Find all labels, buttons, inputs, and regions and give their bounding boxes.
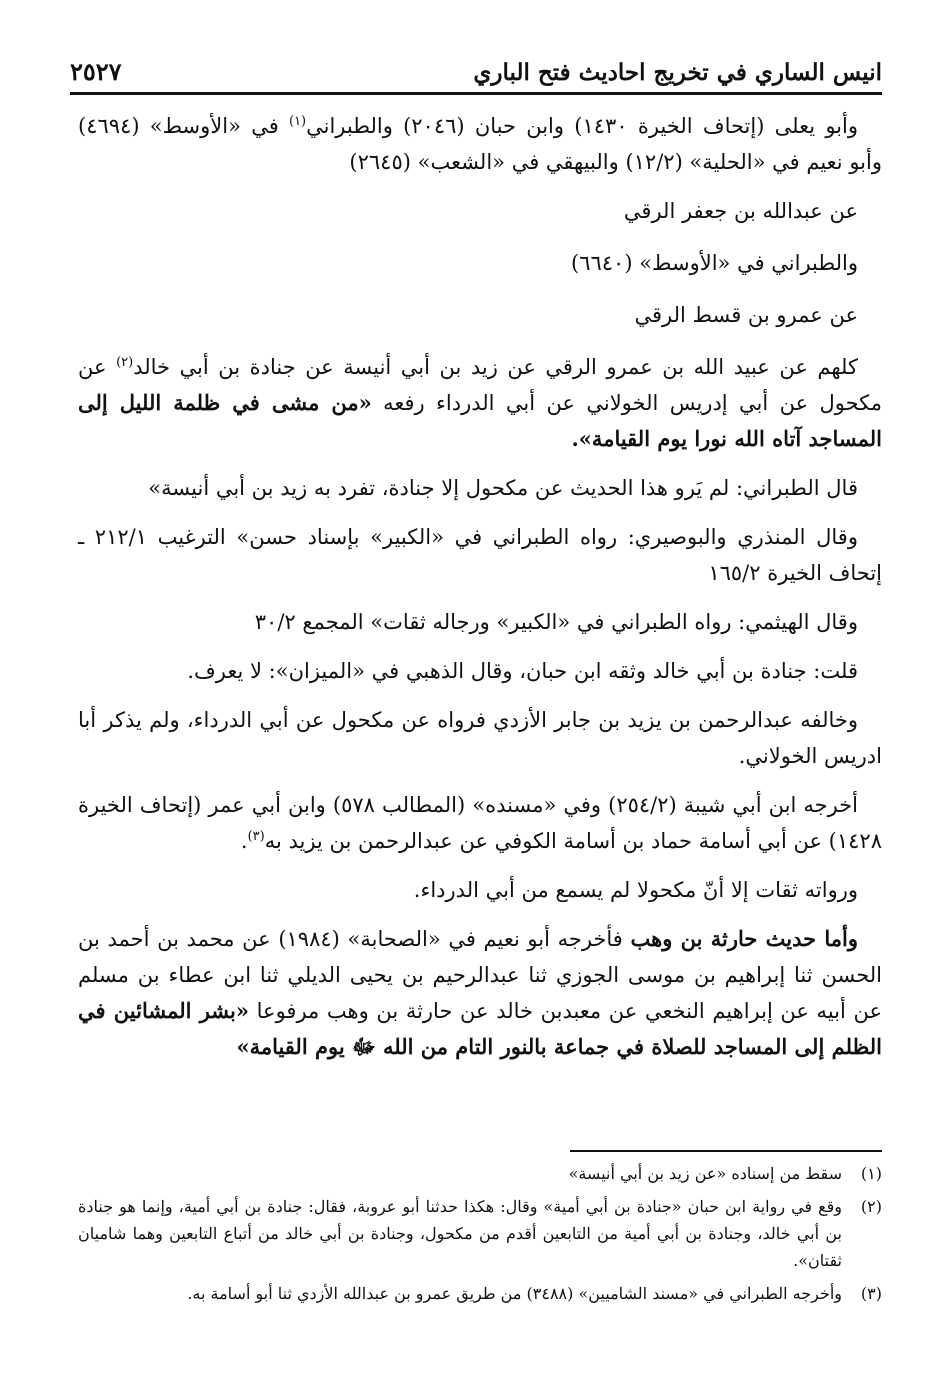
paragraph-5 — [78, 349, 882, 457]
text-run: . — [240, 829, 248, 853]
paragraph-13 — [78, 921, 882, 1065]
hadith-text: «بشر المشائين في الظلم إلى المساجد للصلاة في جماعة بالنور التام من الله ﷻ يوم القيامة» — [78, 998, 882, 1059]
footnote-text: وأخرجه الطبراني في «مسند الشاميين» (٣٤٨٨) من طريق عمرو بن عبدالله الأزدي ثنا أبو أسامة به. — [187, 1284, 842, 1303]
paragraph-3: والطبراني في «الأوسط» (٦٦٤٠) — [571, 251, 858, 275]
paragraph-12: ورواته ثقات إلا أنّ مكحولا لم يسمع من أبي الدرداء. — [413, 878, 858, 902]
paragraph-4: عن عمرو بن قسط الرقي — [634, 303, 858, 327]
footnote-1 — [78, 1160, 882, 1187]
hadith-text: «من مشى في ظلمة الليل إلى المساجد آتاه الله نورا يوم القيامة». — [78, 390, 882, 451]
text-run: في «الأوسط» (٤٦٩٤) وأبو نعيم في «الحلية» (١٢/٢) والبيهقي في «الشعب» (٢٦٤٥) — [78, 114, 882, 174]
text-run: أخرجه ابن أبي شيبة (٢٥٤/٢) وفي «مسنده» (المطالب ٥٧٨) وابن أبي عمر (إتحاف الخيرة ١٤٢٨) عن أبي أسامة حماد بن أسامة الكوفي عن عبدالرحمن بن يزيد به — [78, 793, 882, 853]
paragraph-10: وخالفه عبدالرحمن بن يزيد بن جابر الأزدي فرواه عن مكحول عن أبي الدرداء، ولم يذكر أبا ادريس الخولاني. — [78, 708, 882, 768]
paragraph-11 — [78, 787, 882, 859]
footnote-number: (٢) — [860, 1197, 882, 1216]
footnote-ref-2: (٢) — [116, 355, 134, 370]
paragraph-7: وقال المنذري والبوصيري: رواه الطبراني في «الكبير» بإسناد حسن» الترغيب ٢١٢/١ ـ إتحاف الخيرة ١٦٥/٢ — [78, 525, 882, 585]
footnote-text: سقط من إسناده «عن زيد بن أبي أنيسة» — [568, 1164, 842, 1183]
text-run: فأخرجه أبو نعيم في «الصحابة» (١٩٨٤) عن محمد بن أحمد بن الحسن ثنا إبراهيم بن موسى الجوزي ثنا عبدالرحيم بن يحيى الديلي ثنا ابن عطاء بن مسلم عن أبيه عن إبراهيم النخعي عن معبدبن خالد عن حارثة بن وهب مرفوعا — [78, 927, 882, 1023]
text-run: وأبو يعلى (إتحاف الخيرة ١٤٣٠) وابن حبان (٢٠٤٦) والطبراني — [306, 114, 858, 138]
text-run: كلهم عن عبيد الله بن عمرو الرقي عن زيد بن أبي أنيسة عن جنادة بن أبي خالد — [133, 355, 858, 379]
paragraph-6: قال الطبراني: لم يَرو هذا الحديث عن مكحول إلا جنادة، تفرد به زيد بن أبي أنيسة» — [148, 476, 858, 500]
running-title: انيس الساري في تخريج احاديث فتح الباري — [473, 59, 882, 86]
paragraph-8: وقال الهيثمي: رواه الطبراني في «الكبير» ورجاله ثقات» المجمع ٣٠/٢ — [254, 610, 858, 634]
section-lead: وأما حديث حارثة بن وهب — [630, 926, 858, 951]
footnote-text: وقع في رواية ابن حبان «جنادة بن أبي أمية» وقال: هكذا حدثنا أبو عروبة، فقال: جنادة بن أبي أمية، وإنما هو جنادة بن أبي خالد، وجنادة بن أبي أمية من التابعين أقدم من مكحول، وجنادة بن أبي خالد من أتباع التابعين وهما شاميان ثقتان». — [78, 1197, 842, 1270]
paragraph-2: عن عبدالله بن جعفر الرقي — [623, 199, 858, 223]
paragraph-9: قلت: جنادة بن أبي خالد وثقه ابن حبان، وقال الذهبي في «الميزان»: لا يعرف. — [187, 659, 858, 683]
footnote-divider — [570, 1150, 882, 1152]
footnote-ref-1: (١) — [288, 114, 307, 129]
footnote-ref-3: (٣) — [247, 829, 265, 844]
footnote-number: (١) — [860, 1164, 882, 1183]
text-run: عن مكحول عن أبي إدريس الخولاني عن أبي الدرداء رفعه — [78, 355, 882, 415]
footnote-3 — [78, 1280, 882, 1307]
footnote-2 — [78, 1193, 882, 1274]
main-text — [78, 108, 882, 1078]
footnotes — [78, 1160, 882, 1313]
footnote-number: (٣) — [860, 1284, 882, 1303]
page-header — [70, 48, 882, 95]
page-number: ٢٥٢٧ — [70, 57, 122, 86]
paragraph-1 — [78, 108, 882, 180]
